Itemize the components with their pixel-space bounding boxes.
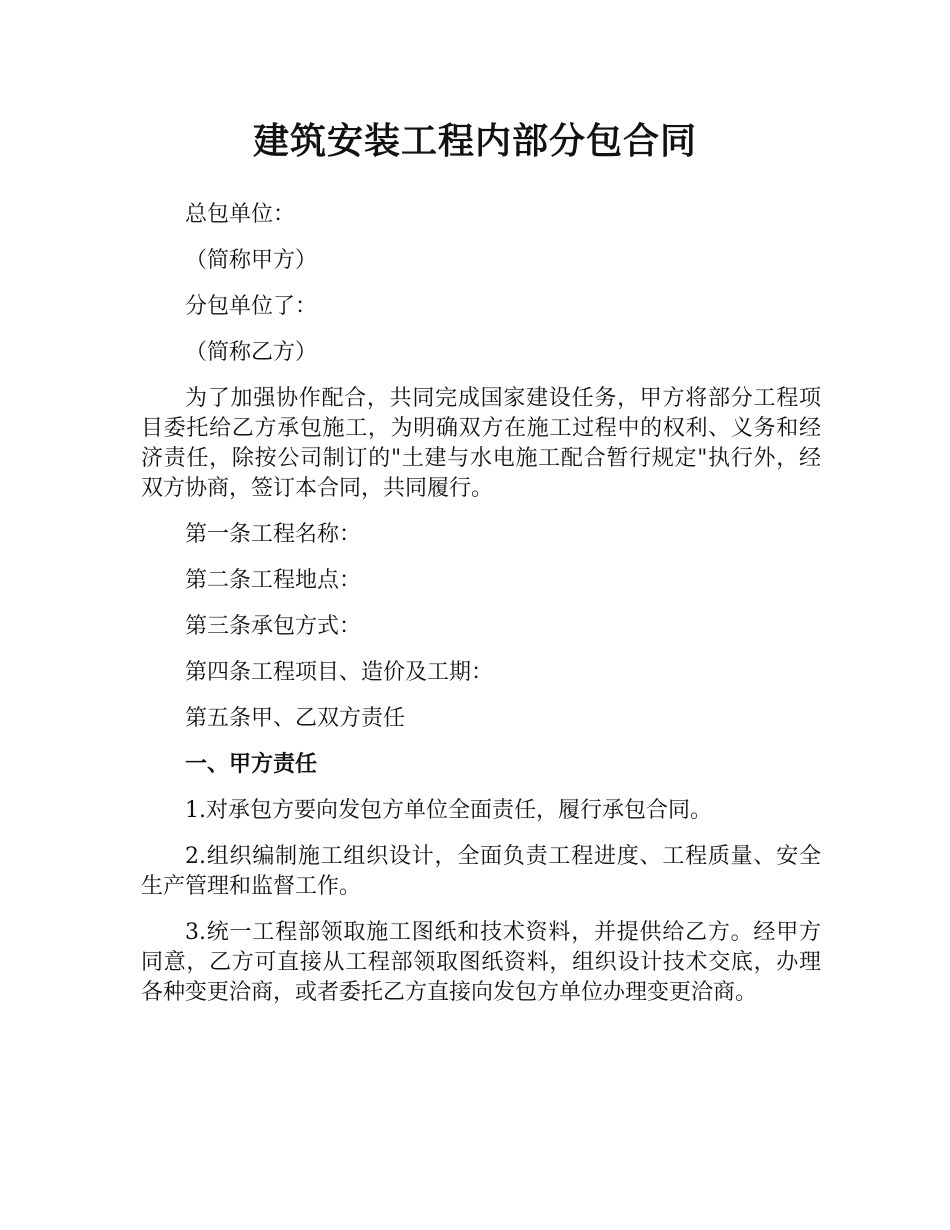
paragraph-article-1: 第一条工程名称：: [185, 522, 362, 547]
paragraph-article-3: 第三条承包方式：: [185, 614, 362, 639]
paragraph-article-4: 第四条工程项目、造价及工期：: [185, 660, 494, 685]
paragraph-preamble: 为了加强协作配合，共同完成国家建设任务，甲方将部分工程项目委托给乙方承包施工，为明确双方在施工过程中的权利、义务和经济责任，除按公司制订的"土建与水电施工配合暂行规定"执行外，经双方协商，签订本合同，共同履行。: [141, 386, 821, 501]
paragraph-article-5: 第五条甲、乙双方责任: [185, 706, 406, 731]
clause-a-3: 3.统一工程部领取施工图纸和技术资料，并提供给乙方。经甲方同意，乙方可直接从工程部领取图纸资料，组织设计技术交底，办理各种变更洽商，或者委托乙方直接向发包方单位办理变更洽商。: [141, 920, 821, 1005]
paragraph-article-2: 第二条工程地点：: [185, 568, 362, 593]
paragraph-party-a-abbrev: （简称甲方）: [185, 248, 318, 273]
paragraph-party-b-abbrev: （简称乙方）: [185, 340, 318, 365]
clause-a-2: 2.组织编制施工组织设计，全面负责工程进度、工程质量、安全生产管理和监督工作。: [141, 844, 821, 899]
paragraph-subcontractor: 分包单位了：: [185, 294, 318, 319]
section-heading-party-a: 一、甲方责任: [185, 752, 318, 777]
document-title: 建筑安装工程内部分包合同: [252, 121, 697, 162]
document-body: [141, 200, 821, 1008]
clause-a-1: 1.对承包方要向发包方单位全面责任，履行承包合同。: [185, 798, 712, 823]
paragraph-general-contractor: 总包单位：: [185, 202, 296, 227]
